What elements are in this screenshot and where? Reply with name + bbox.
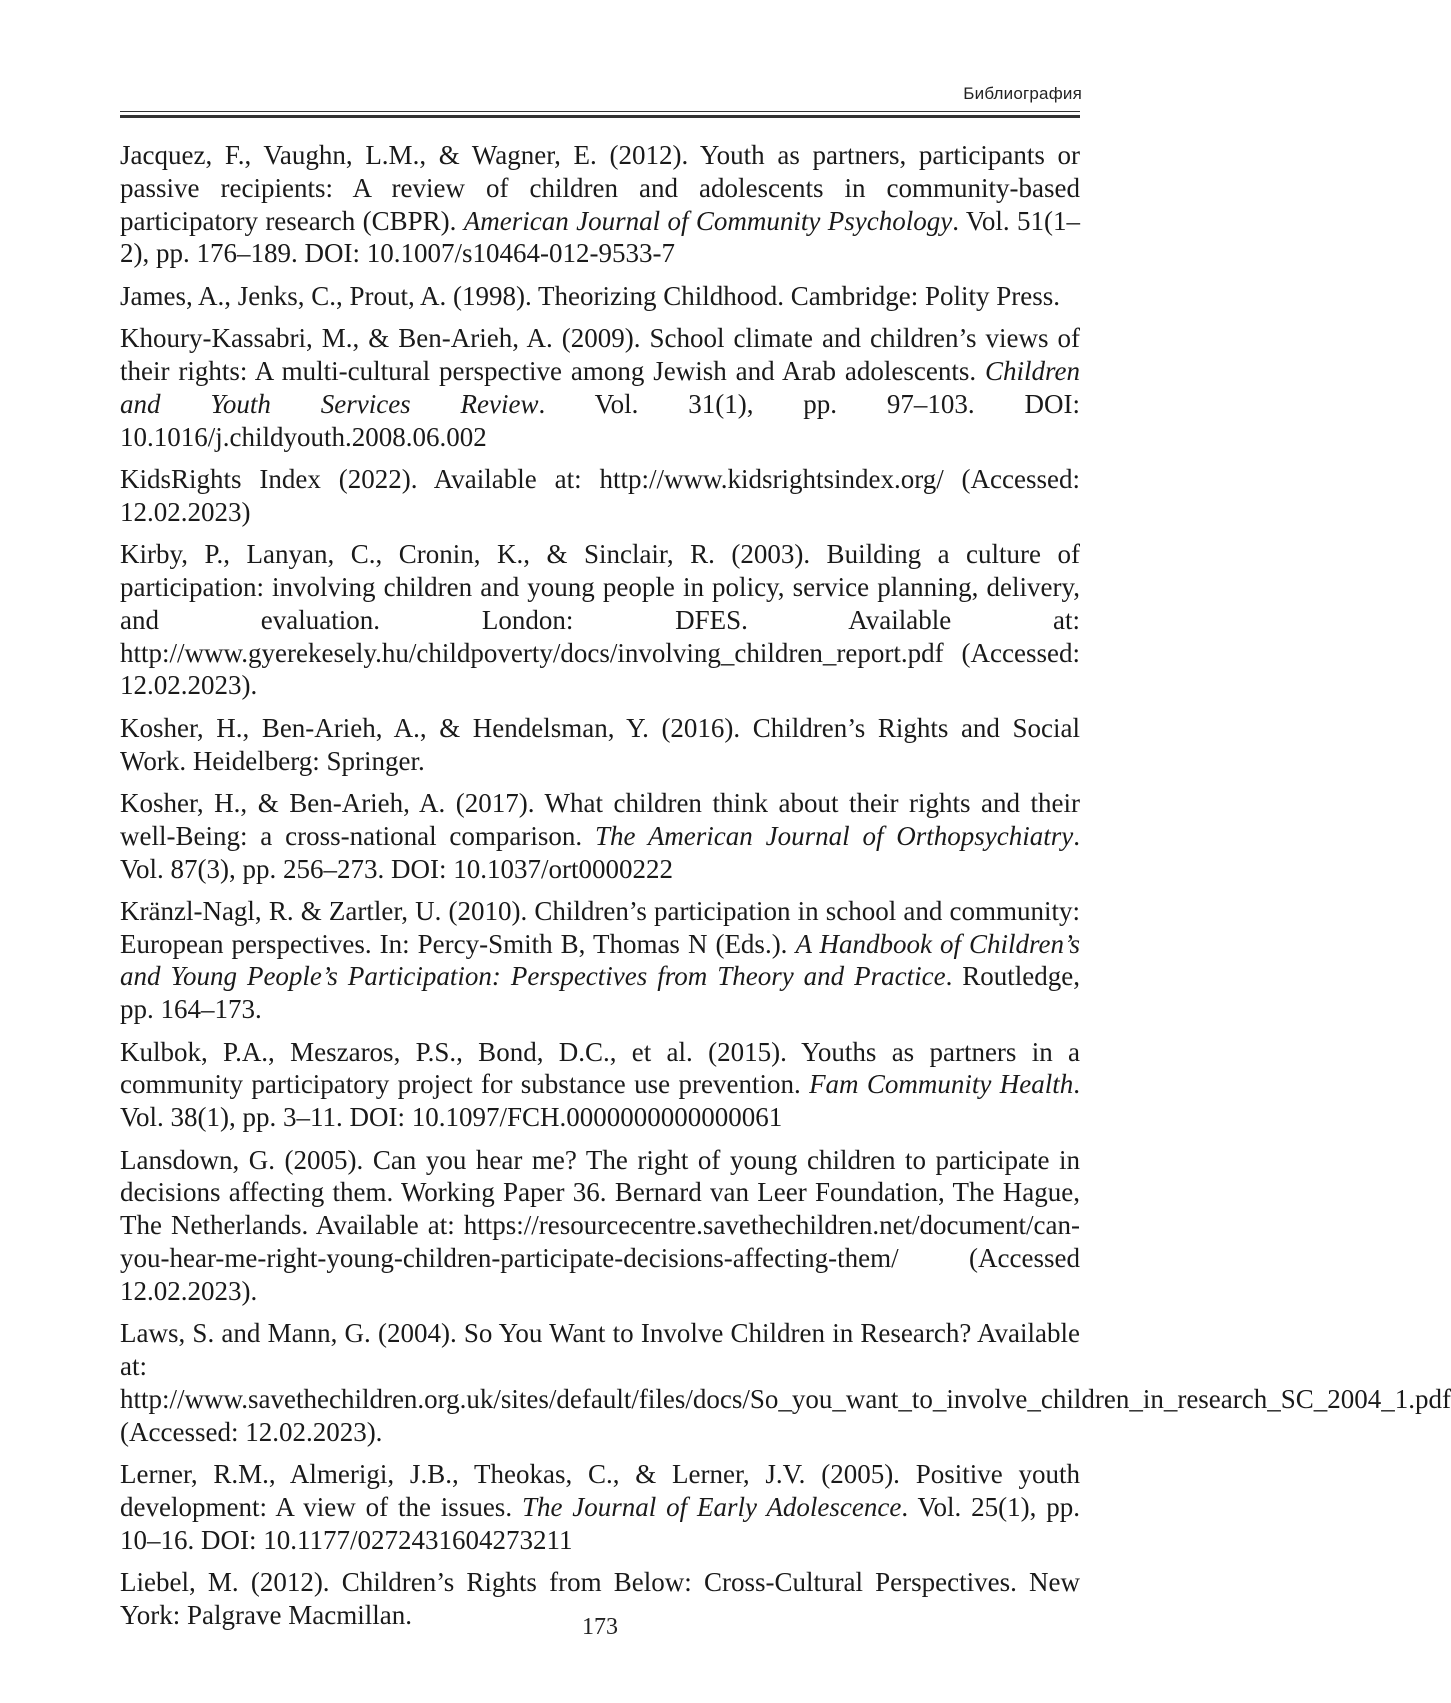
entry-text: Jacquez, F., Vaughn, L.M., & Wagner, E. (2012). Youth as partners, participants or passive recipients: A review of children and adolescents in community-based participatory research (CBPR). <box>120 140 1080 236</box>
entry-source-title: The American Journal of Orthopsychiatry <box>594 820 1074 851</box>
entry-text-tail: . Vol. 38(1), pp. 3–11. DOI: 10.1097/FCH.0000000000000061 <box>120 1069 1080 1133</box>
header-rule-thick <box>120 115 1080 118</box>
entry-text-tail: . Vol. 87(3), pp. 256–273. DOI: 10.1037/ort0000222 <box>120 820 1080 884</box>
entry-source-title: The Journal of Early Adolescence <box>521 1491 902 1522</box>
entry-text-tail: . Vol. 25(1), pp. 10–16. DOI: 10.1177/0272431604273211 <box>120 1491 1080 1555</box>
bibliography-entry <box>120 1036 1080 1134</box>
bibliography-entry <box>120 463 1080 529</box>
bibliography-entry <box>120 787 1080 885</box>
bibliography-entry <box>120 1458 1080 1556</box>
bibliography-entry <box>120 712 1080 778</box>
bibliography-entry <box>120 538 1080 702</box>
entry-source-title: Children and Youth Services Review <box>120 355 1080 419</box>
entry-text-tail: . Routledge, pp. 164–173. <box>120 961 1081 1025</box>
entry-source-title: Fam Community Health <box>809 1069 1074 1100</box>
bibliography-entry <box>120 322 1080 453</box>
bibliography-entry <box>120 895 1080 1026</box>
running-header: Библиография <box>963 84 1082 103</box>
entry-text: Kosher, H., Ben-Arieh, A., & Hendelsman, Y. (2016). Children’s Rights and Social Work. Heidelberg: Springer. <box>120 712 1080 776</box>
entry-text: Kirby, P., Lanyan, C., Cronin, K., & Sinclair, R. (2003). Building a culture of participation: involving children and young people in policy, service planning, delivery, and evaluation. London: DFES. Available at: http://www.gyerekesely.hu/childpoverty/docs/involving_children_report.pdf (Accessed: 12.02.2023). <box>120 539 1080 701</box>
entry-text-tail: . Vol. 51(1–2), pp. 176–189. DOI: 10.1007/s10464-012-9533-7 <box>120 205 1080 269</box>
entry-text: Kulbok, P.A., Meszaros, P.S., Bond, D.C., et al. (2015). Youths as partners in a community participatory project for substance use prevention. <box>120 1036 1080 1100</box>
bibliography-entry <box>120 1317 1451 1448</box>
bibliography-entry <box>120 139 1080 270</box>
entry-text: Khoury-Kassabri, M., & Ben-Arieh, A. (2009). School climate and children’s views of their rights: A multi-cultural perspective among Jewish and Arab adolescents. <box>120 323 1080 386</box>
entry-text: Liebel, M. (2012). Children’s Rights from Below: Cross-Cultural Perspectives. New York: Palgrave Macmillan. <box>120 1567 1080 1630</box>
bibliography-entry <box>120 280 1080 313</box>
entry-source-title: A Handbook of Children’s and Young People’s Participation: Perspectives from Theory and Practice <box>120 928 1080 992</box>
page-number: 173 <box>582 1614 618 1640</box>
entry-text: KidsRights Index (2022). Available at: http://www.kidsrightsindex.org/ (Accessed: 12.02.2023) <box>120 463 1080 527</box>
entry-text: Laws, S. and Mann, G. (2004). So You Want to Involve Children in Research? Available at: http://www.savethechildren.org.uk/sites/default/files/docs/So_you_want_to_involve_children_in_research_SC_2004_1.pdf (Accessed: 12.02.2023). <box>120 1318 1451 1447</box>
entry-text: Lerner, R.M., Almerigi, J.B., Theokas, C., & Lerner, J.V. (2005). Positive youth development: A view of the issues. <box>120 1459 1080 1522</box>
bibliography-list <box>120 139 1451 1641</box>
bibliography-entry <box>120 1144 1080 1308</box>
entry-text: Kränzl-Nagl, R. & Zartler, U. (2010). Children’s participation in school and community: European perspectives. In: Percy-Smith B, Thomas N (Eds.). <box>120 895 1080 959</box>
entry-text: James, A., Jenks, C., Prout, A. (1998). Theorizing Childhood. Cambridge: Polity Press. <box>120 280 1060 311</box>
entry-text-tail: . Vol. 31(1), pp. 97–103. DOI: 10.1016/j.childyouth.2008.06.002 <box>120 388 1080 452</box>
entry-source-title: American Journal of Community Psychology <box>463 205 953 236</box>
entry-text: Lansdown, G. (2005). Can you hear me? The right of young children to participate in decisions affecting them. Working Paper 36. Bernard van Leer Foundation, The Hague, The Netherlands. Available at: https://resourcecentre.savethechildren.net/document/can-you-hear-me-right-young-children-participate-decisions-affecting-them/ (Accessed 12.02.2023). <box>120 1144 1080 1306</box>
header-rule-thin <box>120 111 1080 112</box>
entry-text: Kosher, H., & Ben-Arieh, A. (2017). What children think about their rights and their well-Being: a cross-national comparison. <box>120 787 1080 851</box>
